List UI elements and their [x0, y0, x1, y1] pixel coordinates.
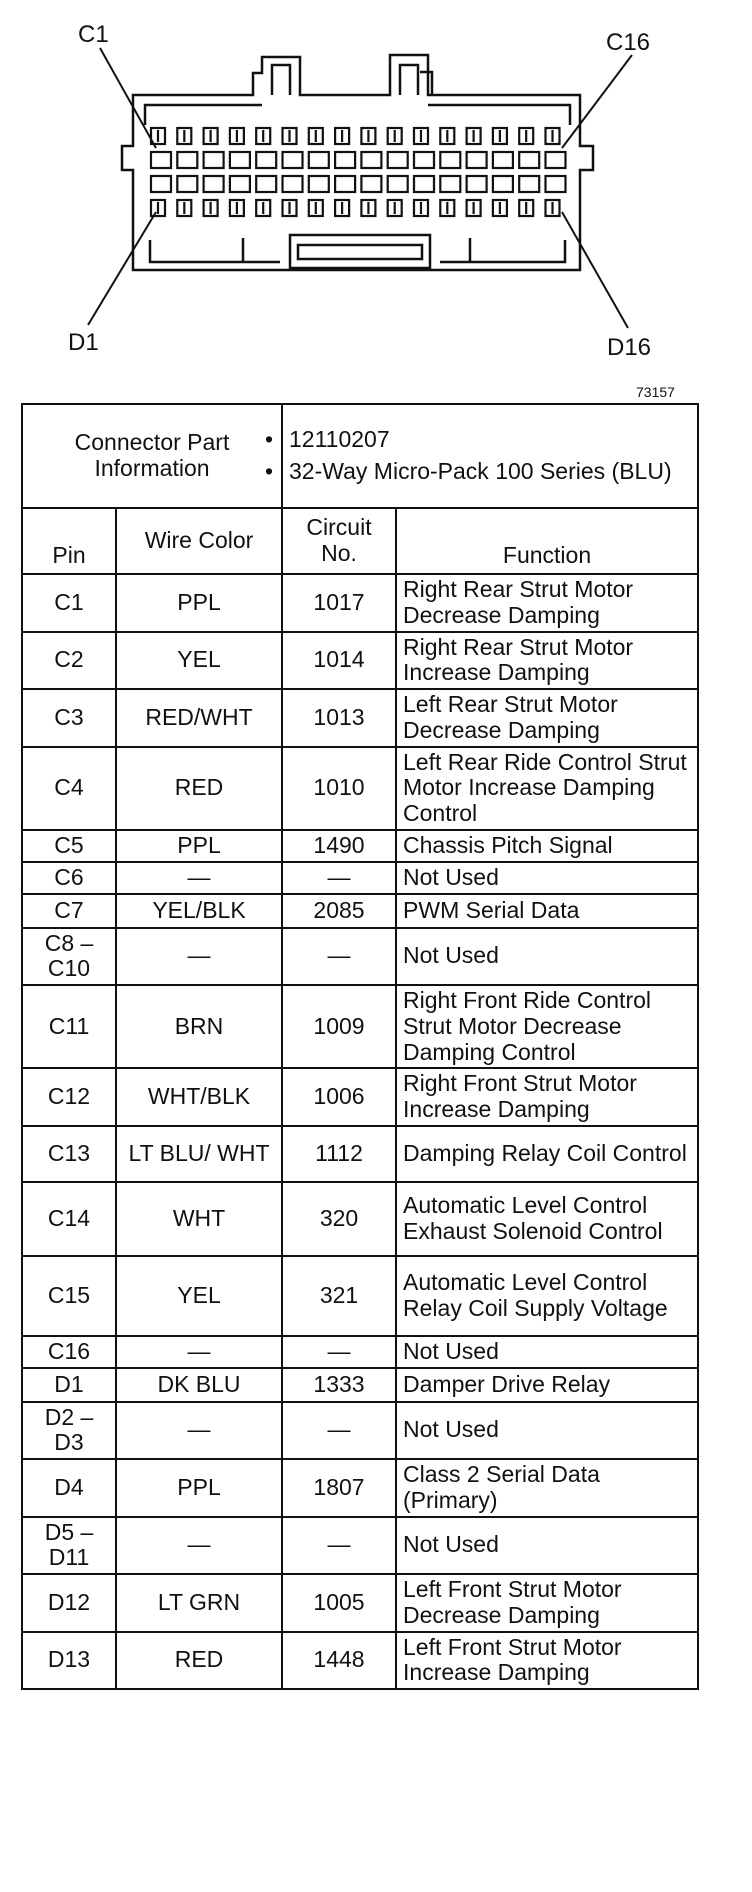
wire-color-cell: PPL	[116, 574, 282, 632]
table-row	[22, 632, 698, 690]
pin-cell: C13	[22, 1126, 116, 1182]
circuit-no-cell: —	[282, 928, 396, 986]
circuit-no-cell: 1006	[282, 1068, 396, 1126]
label-c1: C1	[78, 21, 109, 48]
pin-cell: C8 – C10	[22, 928, 116, 986]
connector-diagram	[0, 0, 752, 400]
label-c16: C16	[606, 29, 651, 56]
wire-color-cell: BRN	[116, 985, 282, 1068]
pin-cavity	[388, 176, 408, 192]
connector-part-number: • 12110207	[265, 426, 390, 453]
table-row	[22, 1126, 698, 1182]
pin-cell: C3	[22, 689, 116, 747]
function-cell: Right Front Strut Motor Increase Damping	[396, 1068, 698, 1126]
pin-cavity	[467, 176, 487, 192]
table-row	[22, 747, 698, 830]
wire-color-cell: RED	[116, 1632, 282, 1690]
pinout-rows	[22, 574, 698, 1689]
pin-cell: C5	[22, 830, 116, 862]
table-row	[22, 1517, 698, 1575]
function-cell: Damper Drive Relay	[396, 1368, 698, 1402]
circuit-no-cell: 1014	[282, 632, 396, 690]
table-row	[22, 1182, 698, 1256]
pin-cavity	[309, 176, 329, 192]
circuit-no-cell: 1448	[282, 1632, 396, 1690]
wire-color-cell: DK BLU	[116, 1368, 282, 1402]
wire-color-cell: WHT	[116, 1182, 282, 1256]
circuit-no-cell: 1013	[282, 689, 396, 747]
pin-cavity	[493, 152, 513, 168]
wire-color-cell: YEL	[116, 1256, 282, 1336]
label-d1: D1	[68, 329, 99, 356]
pin-cavity	[440, 152, 460, 168]
label-d16: D16	[607, 334, 652, 361]
pin-cavity	[151, 152, 171, 168]
wire-color-cell: LT GRN	[116, 1574, 282, 1632]
pin-cavity	[230, 176, 250, 192]
pin-cell: C6	[22, 862, 116, 894]
pin-cavity	[256, 152, 276, 168]
wire-color-cell: —	[116, 1517, 282, 1575]
function-cell: PWM Serial Data	[396, 894, 698, 928]
pin-cell: D1	[22, 1368, 116, 1402]
table-row	[22, 830, 698, 862]
function-cell: Right Front Ride Control Strut Motor Decrease Damping Control	[396, 985, 698, 1068]
table-row	[22, 1068, 698, 1126]
pin-cavity	[151, 176, 171, 192]
pin-cavity	[283, 176, 303, 192]
col-header-function: Function	[396, 508, 698, 574]
circuit-no-cell: 1490	[282, 830, 396, 862]
pin-cell: D5 – D11	[22, 1517, 116, 1575]
wire-color-cell: —	[116, 928, 282, 986]
pin-cavity	[204, 176, 224, 192]
function-cell: Automatic Level Control Exhaust Solenoid Control	[396, 1182, 698, 1256]
function-cell: Right Rear Strut Motor Decrease Damping	[396, 574, 698, 632]
function-cell: Class 2 Serial Data (Primary)	[396, 1459, 698, 1517]
wire-color-cell: PPL	[116, 830, 282, 862]
circuit-no-cell: —	[282, 862, 396, 894]
circuit-no-cell: 320	[282, 1182, 396, 1256]
pin-cell: C14	[22, 1182, 116, 1256]
circuit-no-cell: —	[282, 1517, 396, 1575]
table-row	[22, 862, 698, 894]
circuit-no-cell: 1112	[282, 1126, 396, 1182]
wire-color-cell: —	[116, 862, 282, 894]
wire-color-cell: YEL	[116, 632, 282, 690]
wire-color-cell: WHT/BLK	[116, 1068, 282, 1126]
wire-color-cell: —	[116, 1402, 282, 1460]
function-cell: Right Rear Strut Motor Increase Damping	[396, 632, 698, 690]
pin-cell: C2	[22, 632, 116, 690]
pin-cavity	[283, 152, 303, 168]
wire-color-cell: RED/WHT	[116, 689, 282, 747]
wire-color-cell: LT BLU/ WHT	[116, 1126, 282, 1182]
circuit-no-cell: —	[282, 1336, 396, 1368]
function-cell: Left Front Strut Motor Decrease Damping	[396, 1574, 698, 1632]
pin-cell: D4	[22, 1459, 116, 1517]
function-cell: Not Used	[396, 1336, 698, 1368]
pin-cavity	[256, 176, 276, 192]
circuit-no-cell: 2085	[282, 894, 396, 928]
connector-description: • 32-Way Micro-Pack 100 Series (BLU)	[265, 458, 672, 484]
pin-cavity	[177, 176, 197, 192]
function-cell: Left Rear Ride Control Strut Motor Increase Damping Control	[396, 747, 698, 830]
circuit-no-cell: —	[282, 1402, 396, 1460]
wire-color-cell: —	[116, 1336, 282, 1368]
table-row	[22, 894, 698, 928]
pin-cavity	[414, 176, 434, 192]
function-cell: Not Used	[396, 928, 698, 986]
pin-cell: D13	[22, 1632, 116, 1690]
function-cell: Not Used	[396, 862, 698, 894]
circuit-no-cell: 1017	[282, 574, 396, 632]
function-cell: Not Used	[396, 1402, 698, 1460]
pin-cavity	[335, 152, 355, 168]
function-cell: Not Used	[396, 1517, 698, 1575]
pin-cavity	[204, 152, 224, 168]
wire-color-cell: RED	[116, 747, 282, 830]
table-row	[22, 1336, 698, 1368]
pin-cavity	[177, 152, 197, 168]
pin-cavity	[493, 176, 513, 192]
pin-cell: D2 – D3	[22, 1402, 116, 1460]
table-row	[22, 1459, 698, 1517]
table-row	[22, 1574, 698, 1632]
table-row	[22, 689, 698, 747]
pin-cavity	[519, 176, 539, 192]
function-cell: Damping Relay Coil Control	[396, 1126, 698, 1182]
circuit-no-cell: 1807	[282, 1459, 396, 1517]
pin-cell: C12	[22, 1068, 116, 1126]
circuit-no-cell: 321	[282, 1256, 396, 1336]
pin-cavity	[519, 152, 539, 168]
connector-info-label: Connector Part Information	[22, 404, 282, 508]
pin-cavity	[414, 152, 434, 168]
pin-cavity	[230, 152, 250, 168]
pin-cell: C7	[22, 894, 116, 928]
pin-cavity	[361, 176, 381, 192]
wire-color-cell: PPL	[116, 1459, 282, 1517]
pin-cell: D12	[22, 1574, 116, 1632]
pin-cavity	[546, 176, 566, 192]
table-row	[22, 574, 698, 632]
pin-cell: C15	[22, 1256, 116, 1336]
pin-cell: C16	[22, 1336, 116, 1368]
col-header-circuit-no: Circuit No.	[282, 508, 396, 574]
function-cell: Automatic Level Control Relay Coil Supply Voltage	[396, 1256, 698, 1336]
pin-cavity	[467, 152, 487, 168]
pin-cavity	[546, 152, 566, 168]
circuit-no-cell: 1333	[282, 1368, 396, 1402]
connector-pinout-table	[21, 403, 699, 1690]
col-header-wire-color: Wire Color	[116, 508, 282, 574]
table-row	[22, 1402, 698, 1460]
pin-cavity	[440, 176, 460, 192]
connector-info	[265, 404, 698, 508]
pin-cell: C1	[22, 574, 116, 632]
pin-cell: C11	[22, 985, 116, 1068]
function-cell: Left Front Strut Motor Increase Damping	[396, 1632, 698, 1690]
circuit-no-cell: 1009	[282, 985, 396, 1068]
table-row	[22, 985, 698, 1068]
function-cell: Chassis Pitch Signal	[396, 830, 698, 862]
figure-id: 73157	[636, 384, 675, 400]
circuit-no-cell: 1005	[282, 1574, 396, 1632]
function-cell: Left Rear Strut Motor Decrease Damping	[396, 689, 698, 747]
pin-cavity	[335, 176, 355, 192]
wire-color-cell: YEL/BLK	[116, 894, 282, 928]
pin-cavity	[388, 152, 408, 168]
circuit-no-cell: 1010	[282, 747, 396, 830]
pin-cell: C4	[22, 747, 116, 830]
table-row	[22, 1368, 698, 1402]
table-row	[22, 1256, 698, 1336]
table-row	[22, 1632, 698, 1690]
pin-cavity	[361, 152, 381, 168]
pin-cavity	[309, 152, 329, 168]
table-row	[22, 928, 698, 986]
col-header-pin: Pin	[22, 508, 116, 574]
